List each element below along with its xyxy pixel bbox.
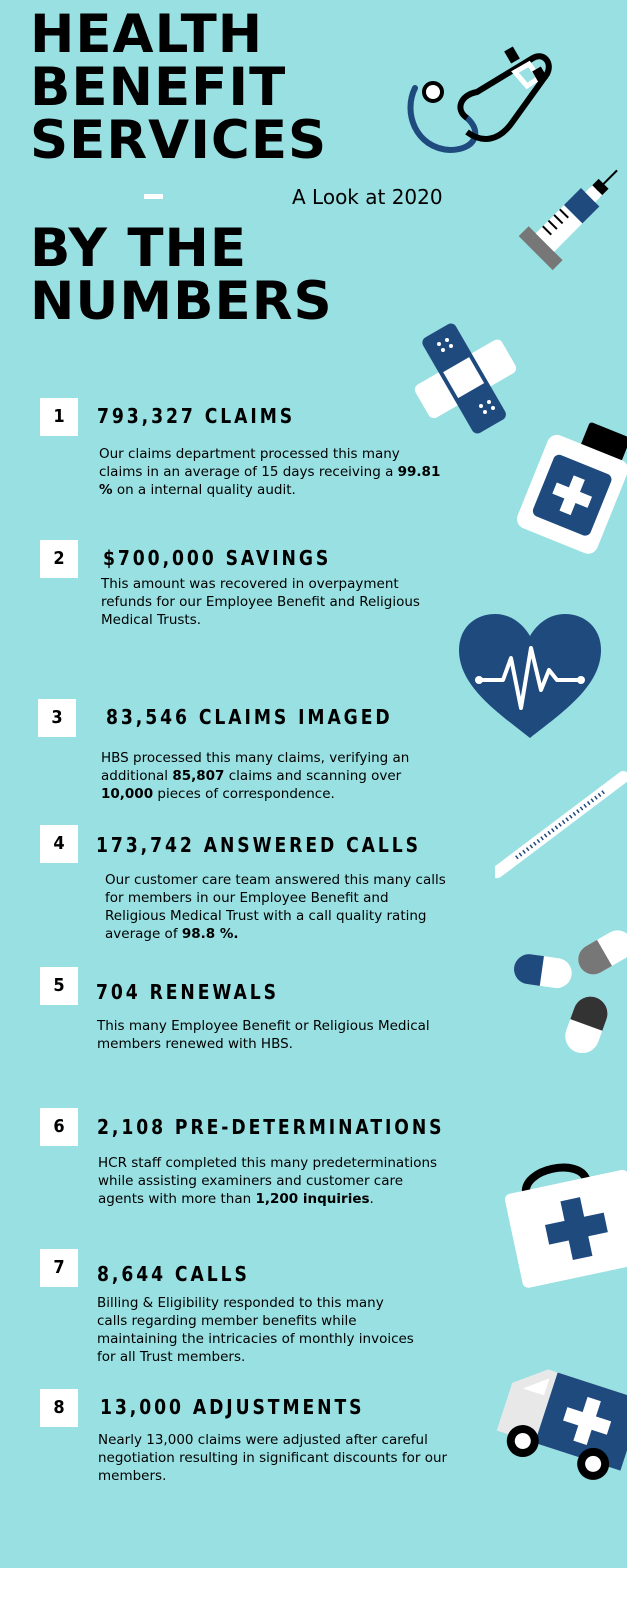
item-number-6: 6 (40, 1108, 78, 1146)
item-heading-4: 173,742 ANSWERED CALLS (96, 833, 421, 857)
first-aid-kit-icon (505, 1152, 627, 1292)
item-heading-6: 2,108 PRE-DETERMINATIONS (97, 1115, 445, 1139)
item-number-7: 7 (40, 1249, 78, 1287)
item-heading-7: 8,644 CALLS (97, 1262, 250, 1286)
ambulance-icon (490, 1360, 627, 1500)
item-body-4: Our customer care team answered this many calls for members in our Employee Benefit and Religious Medical Trust with a call quality rating average of 98.8 %. (105, 872, 446, 942)
item-number-2: 2 (40, 540, 78, 578)
thermometer-icon (495, 765, 627, 883)
item-heading-3: 83,546 CLAIMS IMAGED (106, 705, 393, 729)
item-number-3: 3 (38, 699, 76, 737)
heartbeat-icon (457, 612, 603, 740)
bandage-icon (405, 318, 525, 438)
item-number-1: 1 (40, 398, 78, 436)
title-divider (144, 194, 163, 199)
item-heading-1: 793,327 CLAIMS (97, 404, 296, 428)
item-body-8: Nearly 13,000 claims were adjusted after careful negotiation resulting in significant discounts for our members. (98, 1432, 448, 1484)
main-title: HEALTH BENEFIT SERVICES (30, 4, 328, 171)
stethoscope-icon (395, 40, 560, 160)
item-number-8: 8 (40, 1389, 78, 1427)
item-body-3: HBS processed this many claims, verifying an additional 85,807 claims and scanning over 10,000 pieces of correspondence. (101, 750, 410, 802)
item-body-6: HCR staff completed this many predeterminations while assisting examiners and customer care agents with more than 1,200 inquiries. (98, 1155, 438, 1207)
secondary-title: BY THE NUMBERS (30, 218, 333, 332)
pills-icon (512, 928, 627, 1053)
item-body-7: Billing & Eligibility responded to this many calls regarding member benefits while maintaining the intricacies of monthly invoices for all Trust members. (97, 1295, 414, 1365)
item-body-2: This amount was recovered in overpayment refunds for our Employee Benefit and Religious Medical Trusts. (101, 576, 420, 628)
item-heading-5: 704 RENEWALS (96, 980, 279, 1004)
item-number-4: 4 (40, 825, 78, 863)
item-body-1: Our claims department processed this many claims in an average of 15 days receiving a 99.81 % on a internal quality audit. (99, 446, 441, 498)
syringe-icon (502, 160, 627, 285)
item-body-5: This many Employee Benefit or Religious Medical members renewed with HBS. (97, 1018, 430, 1052)
item-heading-8: 13,000 ADJUSTMENTS (100, 1395, 365, 1419)
item-number-5: 5 (40, 967, 78, 1005)
item-heading-2: $700,000 SAVINGS (103, 546, 332, 570)
subtitle: A Look at 2020 (292, 185, 443, 209)
medicine-bottle-icon (512, 418, 627, 558)
